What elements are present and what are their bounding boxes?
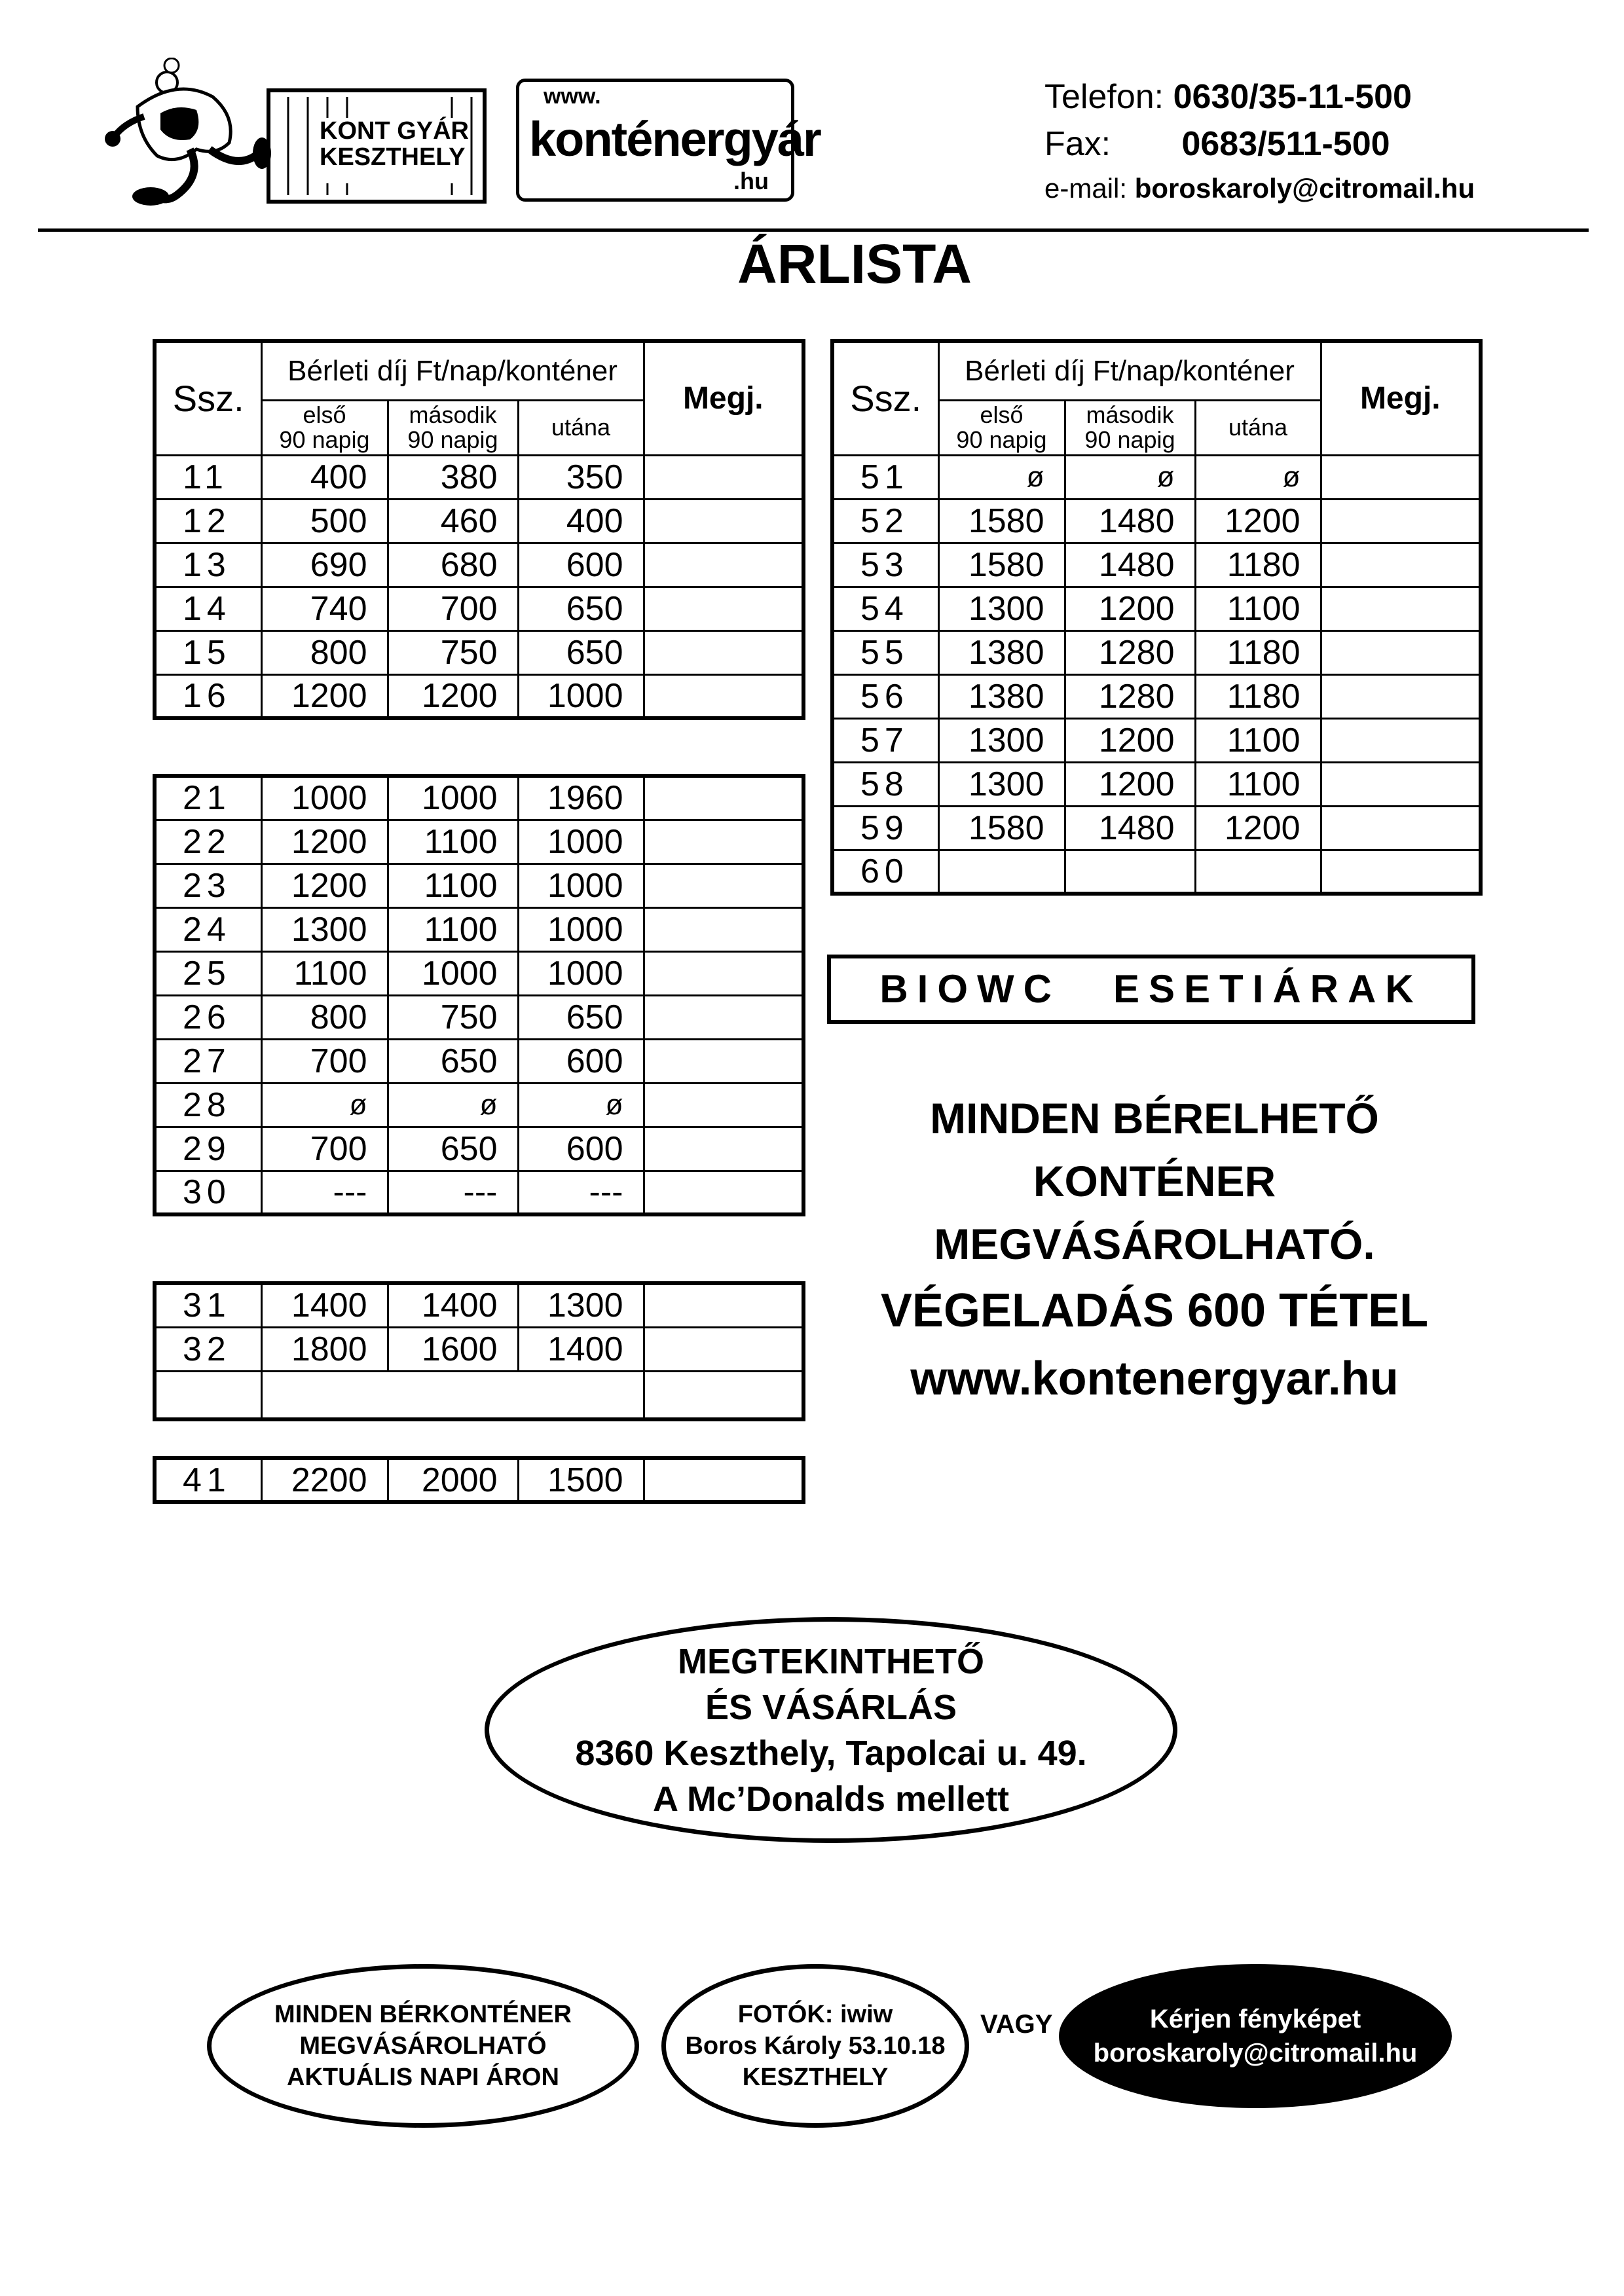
cell-second-90: 1100 [388,820,518,864]
cell-ssz: 31 [155,1283,261,1327]
cell-second-90: 650 [388,1039,518,1083]
cell-second-90: ø [1065,455,1195,499]
cell-ssz: 56 [832,674,938,718]
price-table-2 [153,774,805,1216]
cell-note [644,1127,803,1171]
table-row-empty [155,1371,803,1419]
table-row [155,1039,803,1083]
cell-after: 1200 [1195,806,1321,850]
cell-first-90: 700 [261,1127,388,1171]
cell-second-90: 1200 [1065,587,1195,630]
photos-ellipse [661,1964,969,2128]
table-row [155,1458,803,1502]
promo-line-4: www.kontenergyar.hu [910,1353,1399,1405]
price-table-3 [153,1281,805,1421]
cell-second-90: 1480 [1065,806,1195,850]
cell-after: 1000 [518,951,644,995]
fax-value: 0683/511-500 [1181,125,1390,163]
table-row [155,951,803,995]
cell-note [644,630,803,674]
promo-line-1: MINDEN BÉRELHETŐ KONTÉNER [930,1094,1379,1205]
cell-second-90: --- [388,1171,518,1214]
table-row [155,864,803,907]
cell-note [1321,806,1481,850]
table-row [155,995,803,1039]
cell-second-90: 650 [388,1127,518,1171]
cell-first-90: 1380 [938,674,1065,718]
cell-first-90: 740 [261,587,388,630]
table-row [832,762,1481,806]
cell-ssz: 52 [832,499,938,543]
cell-note [1321,455,1481,499]
or-label: VAGY [980,2010,1053,2039]
cell-after: 1300 [518,1283,644,1327]
cell-after: 1100 [1195,587,1321,630]
cell-first-90: 1300 [938,587,1065,630]
cell-second-90: 1480 [1065,499,1195,543]
page-title: ÁRLISTA [737,233,972,295]
cell-after: 650 [518,995,644,1039]
address-line-2: ÉS VÁSÁRLÁS [705,1687,957,1727]
cell-note [644,1458,803,1502]
cell-note [1321,543,1481,587]
cell-first-90: ø [261,1083,388,1127]
table-row [155,455,803,499]
phone-label: Telefon: [1044,78,1164,116]
cell-first-90: 500 [261,499,388,543]
header-note: Megj. [644,341,803,455]
cell-first-90: 1200 [261,864,388,907]
cell-note [644,543,803,587]
cell-second-90: 1200 [1065,718,1195,762]
cell-after [1195,850,1321,894]
promo-line-2: MEGVÁSÁROLHATÓ. [934,1220,1375,1268]
cell-after: 1100 [1195,718,1321,762]
cell-first-90: 800 [261,995,388,1039]
header-divider [38,228,1589,232]
price-table-1 [153,339,805,720]
cell-first-90: 1100 [261,951,388,995]
cell-after: --- [518,1171,644,1214]
table-row [155,1083,803,1127]
cell-after: 1000 [518,674,644,718]
logo-name: konténergyár [529,112,821,166]
photo-request-line-1: Kérjen fényképet [1149,2005,1361,2033]
cell-after: 1000 [518,864,644,907]
cell-note [644,587,803,630]
cell-ssz: 54 [832,587,938,630]
cell-note [644,951,803,995]
header-first-90: első 90 napig [938,400,1065,455]
cell-note [644,820,803,864]
cell-after: 1180 [1195,543,1321,587]
cell-ssz: 27 [155,1039,261,1083]
cell-ssz: 58 [832,762,938,806]
table-row [155,499,803,543]
table-row [155,587,803,630]
cell-note [1321,587,1481,630]
logo-badge-text [320,118,469,170]
email-label: e-mail: [1044,173,1128,204]
table-row [155,543,803,587]
cell-empty [261,1371,644,1419]
cell-second-90 [1065,850,1195,894]
photos-line-2: Boros Károly 53.10.18 [685,2032,946,2060]
cell-ssz: 41 [155,1458,261,1502]
cell-ssz: 22 [155,820,261,864]
cell-first-90: 690 [261,543,388,587]
logo-tld: .hu [733,168,769,194]
price-table-4 [153,1456,805,1504]
cell-after: 1100 [1195,762,1321,806]
cell-note [1321,499,1481,543]
cell-after: 600 [518,543,644,587]
cell-first-90: 800 [261,630,388,674]
photo-request-email[interactable]: boroskaroly@citromail.hu [1093,2039,1418,2068]
cell-ssz: 26 [155,995,261,1039]
cell-second-90: 700 [388,587,518,630]
cell-first-90: 1380 [938,630,1065,674]
header-second-90: második 90 napig [388,400,518,455]
cell-empty [155,1371,261,1419]
cell-note [1321,850,1481,894]
table-row [832,543,1481,587]
cell-ssz: 15 [155,630,261,674]
cell-ssz: 59 [832,806,938,850]
logo-badge-line2: KESZTHELY [320,143,466,171]
cell-first-90: ø [938,455,1065,499]
table-row [832,499,1481,543]
cell-second-90: ø [388,1083,518,1127]
cell-second-90: 1000 [388,776,518,820]
price-table-5 [830,339,1483,896]
cell-note [644,1171,803,1214]
cell-note [644,1083,803,1127]
cell-after: 350 [518,455,644,499]
cell-note [644,499,803,543]
address-line-3: 8360 Keszthely, Tapolcai u. 49. [575,1733,1087,1773]
cell-after: 1500 [518,1458,644,1502]
table-row [155,1327,803,1371]
header-note: Megj. [1321,341,1481,455]
cell-after: 1180 [1195,674,1321,718]
cell-ssz: 53 [832,543,938,587]
table-row [155,1283,803,1327]
cell-ssz: 60 [832,850,938,894]
cell-after: 1000 [518,907,644,951]
cell-ssz: 12 [155,499,261,543]
cell-ssz: 21 [155,776,261,820]
table-row [832,630,1481,674]
cell-first-90: 700 [261,1039,388,1083]
photo-request-ellipse [1059,1964,1452,2108]
cell-second-90: 1000 [388,951,518,995]
email-value: boroskaroly@citromail.hu [1134,173,1475,204]
cell-second-90: 1400 [388,1283,518,1327]
buy-info-line-3: AKTUÁLIS NAPI ÁRON [287,2064,559,2091]
cell-note [1321,762,1481,806]
cell-second-90: 1200 [1065,762,1195,806]
table-row [155,674,803,718]
cell-second-90: 750 [388,630,518,674]
address-ellipse [485,1617,1177,1843]
cell-ssz: 51 [832,455,938,499]
fax-label: Fax: [1044,125,1111,163]
address-line-1: MEGTEKINTHETŐ [678,1641,984,1681]
cell-note [1321,674,1481,718]
header-ssz: Ssz. [155,341,261,455]
cell-second-90: 1200 [388,674,518,718]
cell-second-90: 1100 [388,907,518,951]
phone-line [1044,77,1412,117]
cell-note [644,1039,803,1083]
cell-note [1321,630,1481,674]
cell-ssz: 23 [155,864,261,907]
table-row [155,776,803,820]
cell-first-90: 1300 [938,718,1065,762]
table-row [155,820,803,864]
cell-after: ø [518,1083,644,1127]
photos-line-1: FOTÓK: iwiw [737,2001,893,2028]
cell-after: 1400 [518,1327,644,1371]
cell-first-90: 1200 [261,820,388,864]
header-rent: Bérleti díj Ft/nap/konténer [261,341,644,400]
table-row [832,850,1481,894]
cell-second-90: 2000 [388,1458,518,1502]
cell-first-90: 2200 [261,1458,388,1502]
cell-note [644,907,803,951]
cell-note [644,995,803,1039]
table-row [155,1171,803,1214]
table-row [832,455,1481,499]
cell-first-90: 1580 [938,543,1065,587]
header-second-90: második 90 napig [1065,400,1195,455]
buy-info-line-1: MINDEN BÉRKONTÉNER [274,2001,572,2028]
cell-note [1321,718,1481,762]
address-line-4: A Mc’Donalds mellett [652,1779,1010,1819]
cell-note [644,1327,803,1371]
cell-ssz: 55 [832,630,938,674]
logo-badge-line1: KONT GYÁR [320,117,469,145]
table-row [832,674,1481,718]
cell-second-90: 1600 [388,1327,518,1371]
cell-first-90: --- [261,1171,388,1214]
phone-value: 0630/35-11-500 [1173,78,1412,116]
table-row [155,630,803,674]
biowc-banner [827,955,1475,1024]
photos-line-3: KESZTHELY [742,2064,889,2091]
cell-first-90: 1000 [261,776,388,820]
cell-after: 1200 [1195,499,1321,543]
cell-ssz: 24 [155,907,261,951]
header-first-90: első 90 napig [261,400,388,455]
cell-second-90: 460 [388,499,518,543]
cell-second-90: 1280 [1065,630,1195,674]
table-row [832,806,1481,850]
cell-first-90: 1800 [261,1327,388,1371]
cell-second-90: 680 [388,543,518,587]
table-row [832,718,1481,762]
cell-first-90: 1300 [938,762,1065,806]
cell-after: 1960 [518,776,644,820]
cell-first-90: 1200 [261,674,388,718]
cell-after: 1000 [518,820,644,864]
cell-first-90: 1580 [938,806,1065,850]
cell-ssz: 13 [155,543,261,587]
cell-ssz: 29 [155,1127,261,1171]
buy-info-line-2: MEGVÁSÁROLHATÓ [299,2032,547,2060]
header-after: utána [518,400,644,455]
cell-after: 650 [518,630,644,674]
cell-ssz: 57 [832,718,938,762]
cell-after: 650 [518,587,644,630]
header-ssz: Ssz. [832,341,938,455]
cell-ssz: 30 [155,1171,261,1214]
cell-note [644,864,803,907]
table-row [155,907,803,951]
cell-after: 400 [518,499,644,543]
buy-info-ellipse [207,1964,639,2128]
cell-note [644,674,803,718]
cell-second-90: 750 [388,995,518,1039]
cell-second-90: 1100 [388,864,518,907]
cell-ssz: 11 [155,455,261,499]
cell-second-90: 1280 [1065,674,1195,718]
cell-first-90 [938,850,1065,894]
promo-line-3: VÉGELADÁS 600 TÉTEL [880,1285,1429,1337]
cell-first-90: 1300 [261,907,388,951]
cell-ssz: 28 [155,1083,261,1127]
header-after: utána [1195,400,1321,455]
biowc-word: BIOWC [879,967,1061,1011]
cell-ssz: 14 [155,587,261,630]
header-rent: Bérleti díj Ft/nap/konténer [938,341,1321,400]
table-row [155,1127,803,1171]
logo-www: www. [544,84,601,109]
cell-first-90: 400 [261,455,388,499]
biowc-prices-word: ESETIÁRAK [1113,967,1423,1011]
promo-block-2 [827,1277,1482,1413]
cell-first-90: 1580 [938,499,1065,543]
cell-after: ø [1195,455,1321,499]
cell-second-90: 380 [388,455,518,499]
cell-empty [644,1371,803,1419]
cell-after: 600 [518,1039,644,1083]
email-line [1044,173,1475,204]
cell-after: 600 [518,1127,644,1171]
cell-first-90: 1400 [261,1283,388,1327]
cell-ssz: 25 [155,951,261,995]
cell-second-90: 1480 [1065,543,1195,587]
table-row [832,587,1481,630]
cell-note [644,776,803,820]
cell-note [644,1283,803,1327]
cell-after: 1180 [1195,630,1321,674]
fax-line [1044,124,1390,164]
cell-ssz: 16 [155,674,261,718]
cell-ssz: 32 [155,1327,261,1371]
cell-note [644,455,803,499]
promo-block-1 [827,1087,1482,1275]
